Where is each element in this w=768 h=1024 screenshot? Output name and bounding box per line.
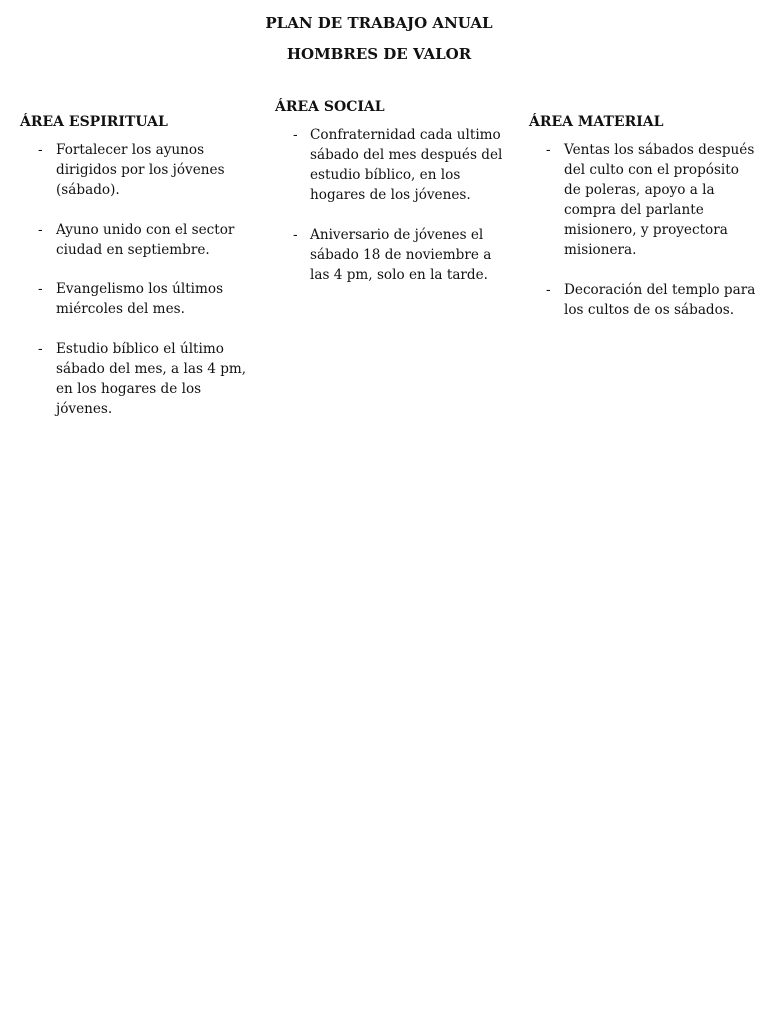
list-item-text: Fortalecer los ayunos dirigidos por los jóvenes (sábado). bbox=[56, 142, 225, 198]
list-item-text: Ayuno unido con el sector ciudad en septiembre. bbox=[56, 221, 235, 258]
list-item bbox=[20, 220, 250, 260]
list-item bbox=[20, 339, 250, 419]
list-item bbox=[275, 225, 505, 285]
list-item-text: Evangelismo los últimos miércoles del mes. bbox=[56, 281, 224, 317]
list-item bbox=[275, 125, 505, 205]
list-item-text: Decoración del templo para los cultos de os sábados. bbox=[564, 281, 756, 318]
document-subtitle: HOMBRES DE VALOR bbox=[286, 45, 472, 63]
column-area-espiritual bbox=[20, 113, 250, 438]
bullet-dash: - bbox=[38, 142, 43, 158]
list-item-text: Ventas los sábados después del culto con el propósito de poleras, apoyo a la compra del parlante misionero, y proyectora misionera. bbox=[564, 142, 755, 258]
bullet-dash: - bbox=[38, 281, 43, 297]
item-list bbox=[275, 125, 505, 285]
document-title: PLAN DE TRABAJO ANUAL bbox=[265, 14, 493, 32]
bullet-dash: - bbox=[293, 127, 298, 143]
bullet-dash: - bbox=[293, 226, 298, 243]
list-item bbox=[20, 140, 250, 200]
list-item bbox=[20, 279, 250, 319]
bullet-dash: - bbox=[38, 340, 43, 357]
list-item-text: Aniversario de jóvenes el sábado 18 de noviembre a las 4 pm, solo en la tarde. bbox=[310, 226, 492, 283]
list-item-text: Estudio bíblico el último sábado del mes, a las 4 pm, en los hogares de los jóvenes. bbox=[56, 340, 247, 417]
bullet-dash: - bbox=[546, 281, 551, 298]
bullet-dash: - bbox=[546, 142, 551, 158]
list-item bbox=[529, 140, 759, 260]
column-area-social bbox=[275, 98, 505, 304]
item-list bbox=[529, 140, 759, 320]
bullet-dash: - bbox=[38, 221, 43, 238]
column-heading: ÁREA MATERIAL bbox=[529, 114, 664, 130]
column-heading: ÁREA SOCIAL bbox=[275, 99, 385, 115]
list-item bbox=[529, 280, 759, 320]
column-heading: ÁREA ESPIRITUAL bbox=[20, 114, 168, 130]
list-item-text: Confraternidad cada ultimo sábado del mes después del estudio bíblico, en los hogares de los jóvenes. bbox=[310, 127, 503, 203]
column-area-material bbox=[529, 113, 759, 339]
item-list bbox=[20, 140, 250, 419]
